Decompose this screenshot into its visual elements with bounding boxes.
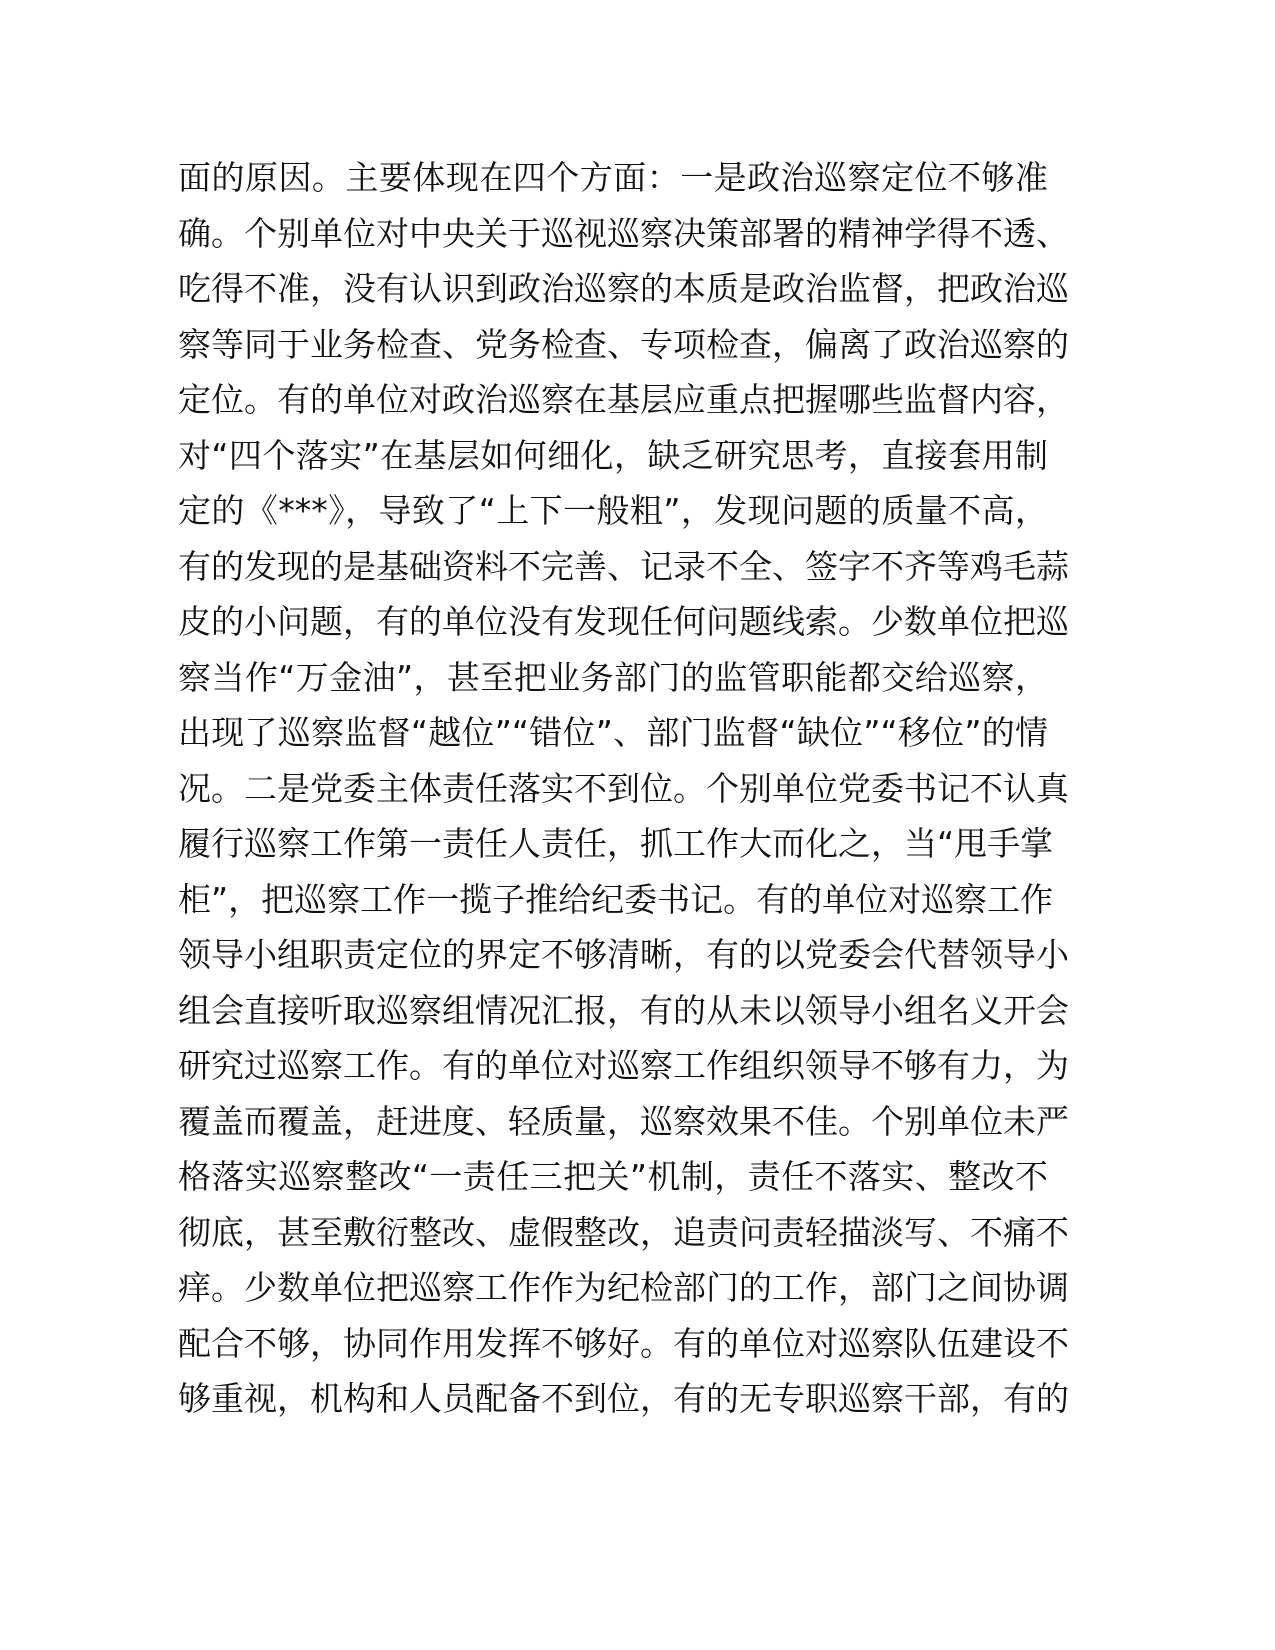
text-line: 研究过巡察工作。有的单位对巡察工作组织领导不够有力，为 bbox=[178, 1046, 1069, 1085]
text-line: 覆盖而覆盖，赶进度、轻质量，巡察效果不佳。个别单位未严 bbox=[178, 1101, 1069, 1141]
text-line: 彻底，甚至敷衍整改、虚假整改，追责问责轻描淡写、不痛不 bbox=[178, 1212, 1069, 1252]
body-paragraph bbox=[178, 150, 1069, 1427]
text-line: 确。个别单位对中央关于巡视巡察决策部署的精神学得不透、 bbox=[178, 213, 1069, 253]
text-line: 皮的小问题，有的单位没有发现任何问题线索。少数单位把巡 bbox=[178, 602, 1069, 641]
text-line: 有的发现的是基础资料不完善、记录不全、签字不齐等鸡毛蒜 bbox=[178, 546, 1069, 586]
text-line: 面的原因。主要体现在四个方面：一是政治巡察定位不够准 bbox=[178, 158, 1048, 197]
text-line: 况。二是党委主体责任落实不到位。个别单位党委书记不认真 bbox=[178, 768, 1069, 808]
text-line: 配合不够，协同作用发挥不够好。有的单位对巡察队伍建设不 bbox=[178, 1323, 1069, 1363]
text-line: 察当作“万金油”，甚至把业务部门的监管职能都交给巡察， bbox=[178, 657, 1048, 697]
text-line: 痒。少数单位把巡察工作作为纪检部门的工作，部门之间协调 bbox=[178, 1268, 1069, 1307]
text-line: 定位。有的单位对政治巡察在基层应重点把握哪些监督内容， bbox=[178, 380, 1069, 419]
text-line: 领导小组职责定位的界定不够清晰，有的以党委会代替领导小 bbox=[178, 935, 1069, 974]
text-line: 出现了巡察监督“越位”“错位”、部门监督“缺位”“移位”的情 bbox=[178, 713, 1048, 752]
text-line: 察等同于业务检查、党务检查、专项检查，偏离了政治巡察的 bbox=[178, 324, 1069, 364]
text-line: 够重视，机构和人员配备不到位，有的无专职巡察干部，有的 bbox=[178, 1379, 1069, 1418]
text-line: 柜”，把巡察工作一揽子推给纪委书记。有的单位对巡察工作 bbox=[178, 879, 1054, 919]
text-line: 对“四个落实”在基层如何细化，缺乏研究思考，直接套用制 bbox=[178, 435, 1048, 475]
text-line: 吃得不准，没有认识到政治巡察的本质是政治监督，把政治巡 bbox=[178, 269, 1069, 308]
text-line: 履行巡察工作第一责任人责任，抓工作大而化之，当“甩手掌 bbox=[178, 824, 1054, 863]
text-line: 定的《***》，导致了“上下一般粗”，发现问题的质量不高， bbox=[178, 491, 1048, 530]
text-line: 组会直接听取巡察组情况汇报，有的从未以领导小组名义开会 bbox=[178, 990, 1069, 1030]
text-line: 格落实巡察整改“一责任三把关”机制，责任不落实、整改不 bbox=[178, 1157, 1048, 1196]
